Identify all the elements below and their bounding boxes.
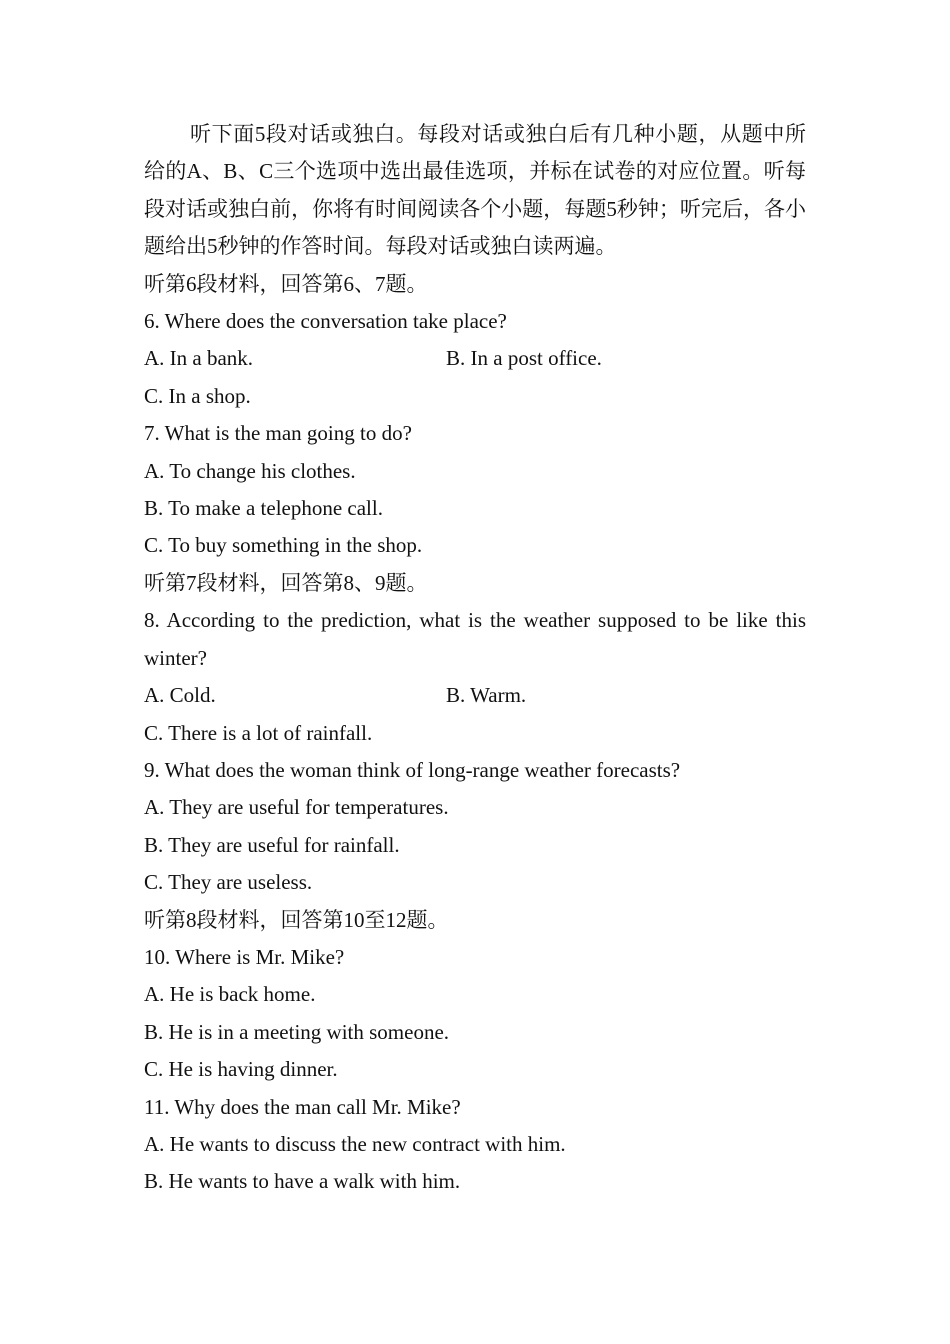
instructions-paragraph: 听下面5段对话或独白。每段对话或独白后有几种小题，从题中所给的A、B、C三个选项中选出最佳选项，并标在试卷的对应位置。听每段对话或独白前，你将有时间阅读各个小题，每题5秒钟；听完后，各小题给出5秒钟的作答时间。每段对话或独白读两遍。 <box>144 122 806 259</box>
question-11-option-a: A. He wants to discuss the new contract with him. <box>144 1131 566 1156</box>
question-10-option-b: B. He is in a meeting with someone. <box>144 1019 450 1044</box>
question-9-option-b: B. They are useful for rainfall. <box>144 832 400 857</box>
question-8-options-row <box>144 677 806 714</box>
question-11-stem: 11. Why does the man call Mr. Mike? <box>144 1094 461 1119</box>
question-8-option-a: A. Cold. <box>144 683 216 708</box>
question-6-option-a: A. In a bank. <box>144 346 254 371</box>
question-6-options-row <box>144 340 806 377</box>
section-heading-8: 听第8段材料，回答第10至12题。 <box>144 907 449 932</box>
question-7-option-c: C. To buy something in the shop. <box>144 533 423 558</box>
question-8-stem: 8. According to the prediction, what is the weather supposed to be like this winter? <box>144 608 806 670</box>
question-9-option-a: A. They are useful for temperatures. <box>144 795 449 820</box>
section-heading-6: 听第6段材料，回答第6、7题。 <box>144 271 428 296</box>
question-7-option-a: A. To change his clothes. <box>144 458 356 483</box>
question-8-option-c: C. There is a lot of rainfall. <box>144 720 373 745</box>
question-7-option-b: B. To make a telephone call. <box>144 496 383 521</box>
question-9-option-c: C. They are useless. <box>144 870 313 895</box>
section-heading-7: 听第7段材料，回答第8、9题。 <box>144 570 428 595</box>
question-7-stem: 7. What is the man going to do? <box>144 421 412 446</box>
question-6-option-c: C. In a shop. <box>144 383 251 408</box>
question-10-option-c: C. He is having dinner. <box>144 1057 338 1082</box>
question-11-option-b: B. He wants to have a walk with him. <box>144 1169 461 1194</box>
question-6-option-b: B. In a post office. <box>446 346 602 371</box>
question-6-stem: 6. Where does the conversation take place? <box>144 309 507 334</box>
exam-page <box>144 116 806 1201</box>
question-10-stem: 10. Where is Mr. Mike? <box>144 944 345 969</box>
question-10-option-a: A. He is back home. <box>144 982 316 1007</box>
question-8-option-b: B. Warm. <box>446 683 527 708</box>
question-9-stem: 9. What does the woman think of long-range weather forecasts? <box>144 757 681 782</box>
